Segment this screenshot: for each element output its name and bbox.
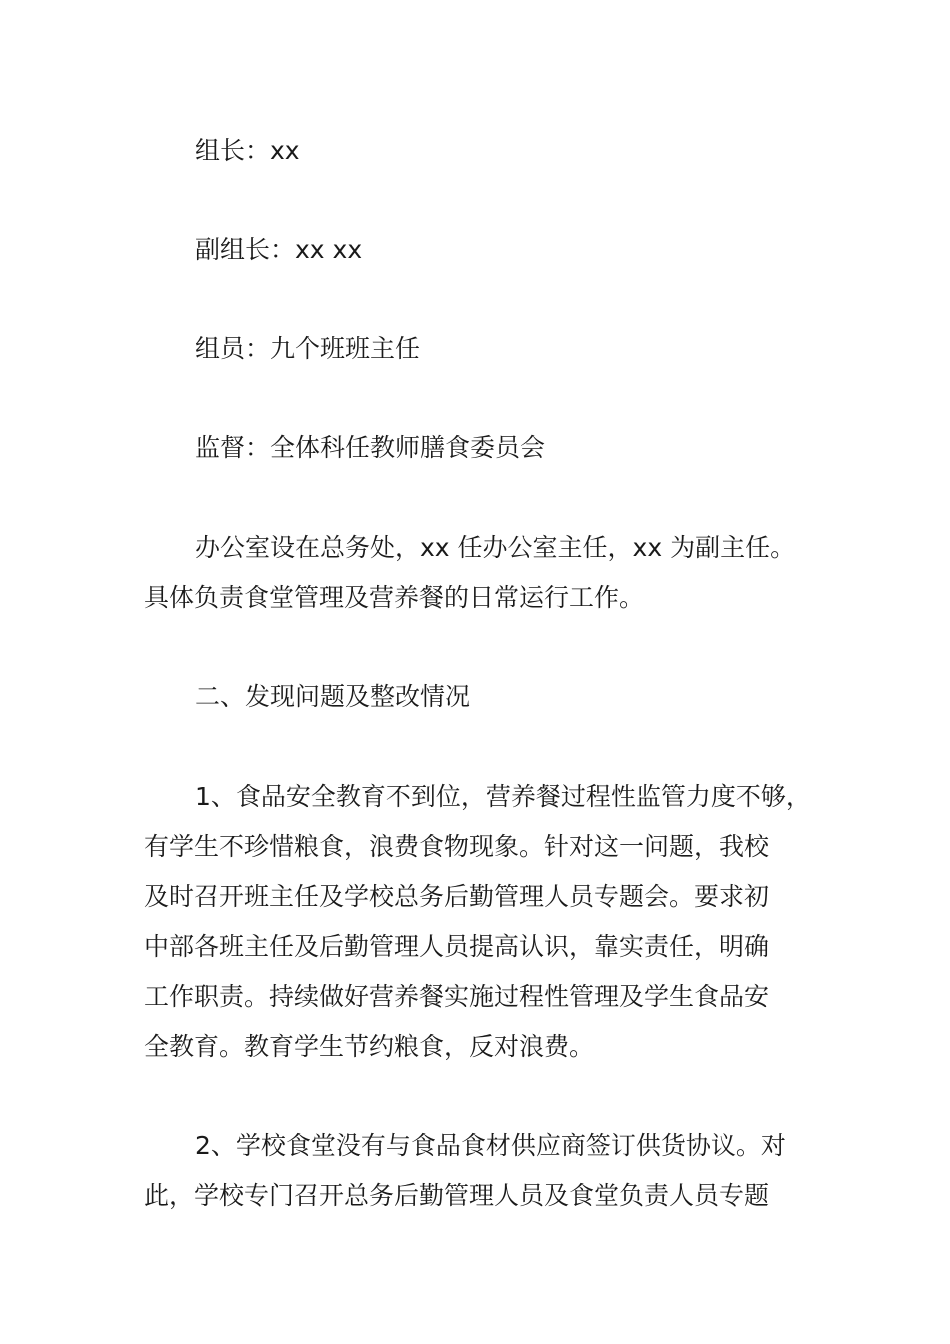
deputy-leader-text: 副组长：xx xx [195,235,363,264]
deputy-leader-line [144,225,814,275]
item2-line-1: 2、学校食堂没有与食品食材供应商签订供货协议。对 [195,1131,786,1160]
supervision-text: 监督：全体科任教师膳食委员会 [195,433,546,462]
supervision-line [144,423,814,473]
leader-line [144,126,814,176]
office-line-2: 具体负责食堂管理及营养餐的日常运行工作。 [144,583,645,612]
item1-line-5: 工作职责。持续做好营养餐实施过程性管理及学生食品安 [144,982,770,1011]
item2-line-2: 此，学校专门召开总务后勤管理人员及食堂负责人员专题 [144,1181,770,1210]
item1-line-2: 有学生不珍惜粮食，浪费食物现象。针对这一问题，我校 [144,832,770,861]
office-line-1: 办公室设在总务处，xx 任办公室主任，xx 为副主任。 [195,533,796,562]
item1-line-3: 及时召开班主任及学校总务后勤管理人员专题会。要求初 [144,882,770,911]
office-paragraph [144,523,814,623]
item1-line-4: 中部各班主任及后勤管理人员提高认识，靠实责任，明确 [144,932,770,961]
members-text: 组员：九个班班主任 [195,334,421,363]
section-heading: 二、发现问题及整改情况 [195,682,471,711]
item1-paragraph [144,772,814,1072]
members-line [144,324,814,374]
leader-text: 组长：xx [195,136,300,165]
section-heading-line [144,672,814,722]
item2-paragraph [144,1121,814,1221]
item1-line-6: 全教育。教育学生节约粮食，反对浪费。 [144,1032,595,1061]
item1-line-1: 1、食品安全教育不到位，营养餐过程性监管力度不够， [195,782,811,811]
